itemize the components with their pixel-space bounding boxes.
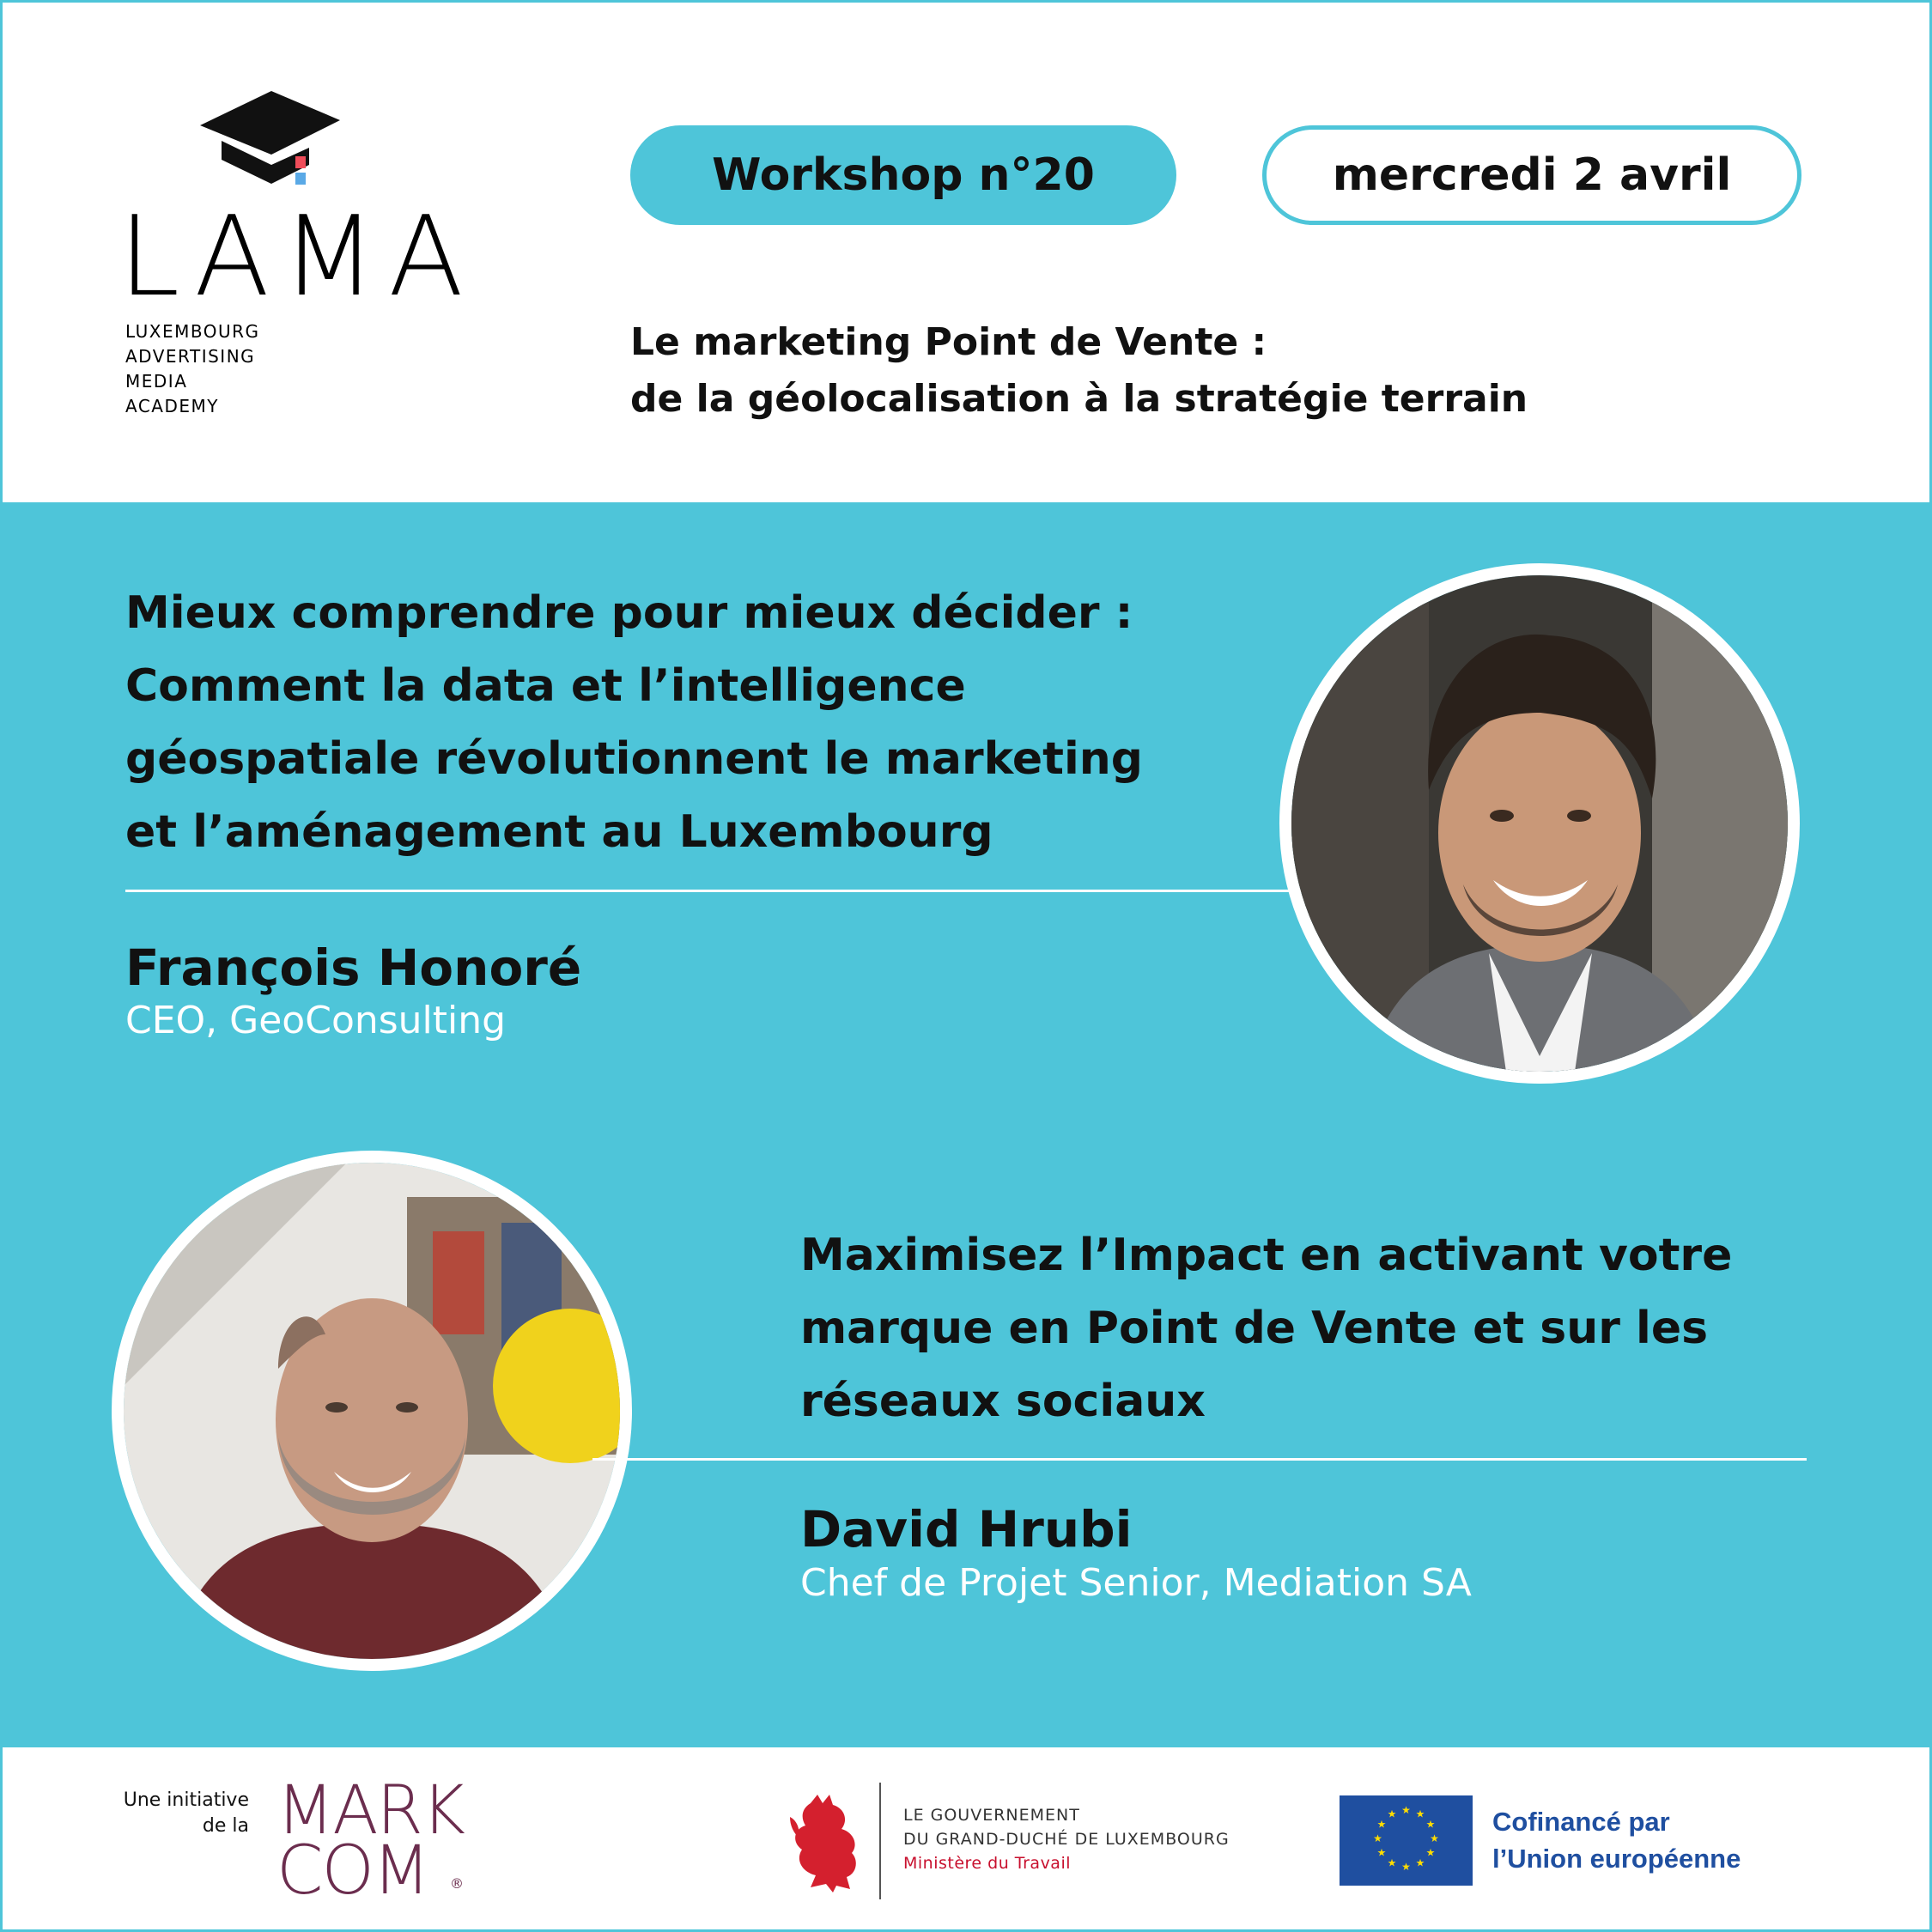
- initiative-label: Une initiative de la: [123, 1789, 249, 1837]
- svg-text:★: ★: [1401, 1804, 1411, 1816]
- speaker-2-name: David Hrubi: [800, 1500, 1133, 1558]
- speaker-2-role: Chef de Projet Senior, Mediation SA: [800, 1561, 1472, 1605]
- svg-text:★: ★: [1387, 1856, 1397, 1869]
- speaker-2-photo: [112, 1151, 632, 1671]
- speaker-2-portrait: [124, 1163, 620, 1659]
- government-separator: [879, 1783, 881, 1899]
- speaker-1-portrait: [1291, 575, 1788, 1072]
- talk-1-title: Mieux comprendre pour mieux décider : Comment la data et l’intelligence géospatiale révolutionnent le marketing et l’aménagement au Luxembourg: [125, 587, 1144, 858]
- speaker-1-photo: [1279, 563, 1800, 1084]
- svg-text:★: ★: [1376, 1846, 1387, 1859]
- svg-text:★: ★: [1373, 1832, 1382, 1844]
- markcom-logo: MARK COM: [276, 1772, 465, 1910]
- svg-text:★: ★: [1425, 1846, 1436, 1859]
- lama-subtitle: LUXEMBOURG ADVERTISING MEDIA ACADEMY: [125, 321, 260, 416]
- registered-mark: ®: [450, 1875, 464, 1892]
- talk-1-divider: [125, 890, 1319, 892]
- workshop-badge: Workshop n°20: [630, 125, 1176, 225]
- eu-cofinance-label: Cofinancé par l’Union européenne: [1492, 1807, 1741, 1874]
- talk-2-title: Maximisez l’Impact en activant votre marque en Point de Vente et sur les réseaux sociaux: [800, 1230, 1733, 1427]
- talk-2-divider: [592, 1458, 1807, 1461]
- graduation-cap-icon: [196, 89, 342, 201]
- svg-text:★: ★: [1415, 1856, 1425, 1869]
- svg-text:★: ★: [1425, 1818, 1436, 1831]
- event-title: Le marketing Point de Vente : de la géolocalisation à la stratégie terrain: [630, 320, 1528, 421]
- svg-text:★: ★: [1430, 1832, 1439, 1844]
- svg-text:★: ★: [1387, 1807, 1397, 1820]
- date-badge: mercredi 2 avril: [1262, 125, 1801, 225]
- svg-text:★: ★: [1401, 1861, 1411, 1873]
- speaker-1-name: François Honoré: [125, 939, 582, 997]
- svg-text:★: ★: [1415, 1807, 1425, 1820]
- speaker-1-role: CEO, GeoConsulting: [125, 999, 507, 1042]
- lama-wordmark: LAMA: [118, 193, 476, 321]
- svg-text:★: ★: [1376, 1818, 1387, 1831]
- luxembourg-lion-icon: [785, 1791, 862, 1893]
- government-label: LE GOUVERNEMENT DU GRAND-DUCHÉ DE LUXEMBOURG Ministère du Travail: [903, 1806, 1230, 1873]
- eu-flag-icon: [1340, 1795, 1473, 1886]
